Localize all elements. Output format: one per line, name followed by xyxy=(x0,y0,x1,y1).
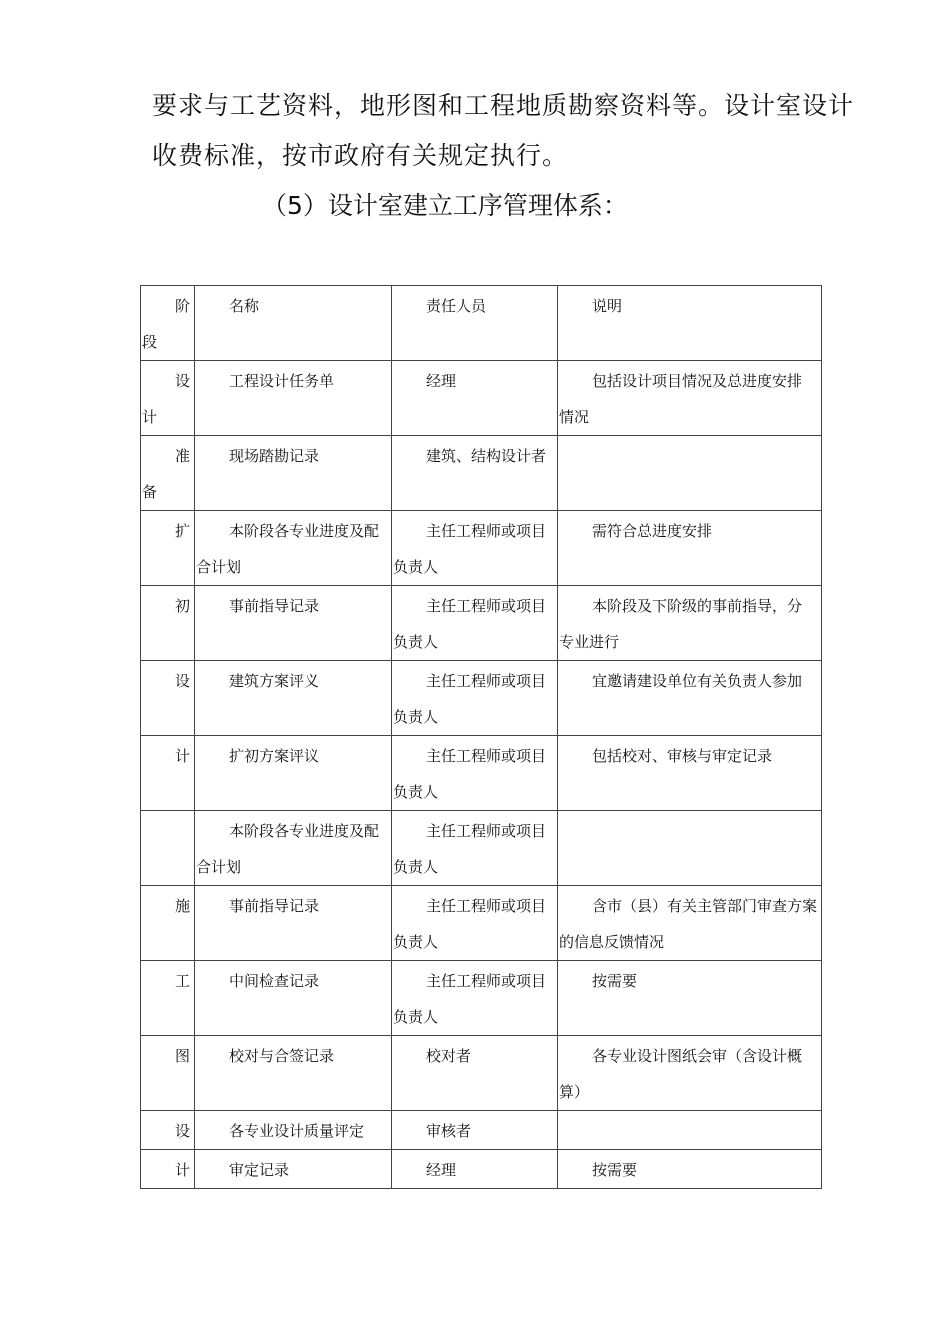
name-cell-line-2 xyxy=(195,624,391,660)
table-row xyxy=(141,811,822,886)
note-cell-line-1 xyxy=(558,811,821,849)
name-cell-line-1: 现场踏勘记录 xyxy=(229,447,320,465)
responsible-cell-line-1: 责任人员 xyxy=(426,297,487,315)
note-cell-line-2: 算） xyxy=(559,1083,590,1101)
stage-cell-line-2: 备 xyxy=(142,483,158,501)
body-paragraph-line-2: 收费标准，按市政府有关规定执行。 xyxy=(152,141,569,170)
name-cell-line-1: 建筑方案评义 xyxy=(229,672,320,690)
responsible-cell-line-2: 负责人 xyxy=(393,783,439,801)
responsible-cell xyxy=(392,811,558,886)
stage-cell-line-1 xyxy=(141,811,194,849)
name-cell xyxy=(195,361,392,436)
stage-cell xyxy=(141,1036,195,1111)
stage-cell-line-1: 图 xyxy=(174,1047,190,1065)
stage-cell xyxy=(141,361,195,436)
responsible-cell-line-2 xyxy=(392,324,557,360)
responsible-cell xyxy=(392,511,558,586)
stage-cell-line-1: 工 xyxy=(174,972,190,990)
stage-cell-line-2: 计 xyxy=(142,408,158,426)
name-cell-line-2 xyxy=(195,774,391,810)
note-cell-line-1: 需符合总进度安排 xyxy=(592,522,713,540)
responsible-cell-line-1: 主任工程师或项目 xyxy=(426,522,547,540)
name-cell-line-2 xyxy=(195,474,391,510)
responsible-cell-line-2 xyxy=(392,474,557,510)
responsible-cell-line-1: 经理 xyxy=(426,372,457,390)
table-header-row xyxy=(141,286,822,361)
note-cell xyxy=(558,886,822,961)
note-cell-line-1: 宜邀请建设单位有关负责人参加 xyxy=(592,672,803,690)
responsible-cell-line-2 xyxy=(392,399,557,435)
name-cell-line-2 xyxy=(195,399,391,435)
stage-cell-line-1: 计 xyxy=(174,1161,190,1179)
responsible-cell-line-1: 主任工程师或项目 xyxy=(426,972,547,990)
name-cell xyxy=(195,586,392,661)
table-row xyxy=(141,1150,822,1189)
stage-cell xyxy=(141,436,195,511)
note-cell-line-2: 专业进行 xyxy=(559,633,620,651)
table-row xyxy=(141,586,822,661)
responsible-cell-line-1: 建筑、结构设计者 xyxy=(426,447,547,465)
note-cell-line-1: 包括校对、审核与审定记录 xyxy=(592,747,773,765)
stage-cell xyxy=(141,1111,195,1150)
table-row xyxy=(141,436,822,511)
note-cell xyxy=(558,811,822,886)
name-cell-line-1: 扩初方案评议 xyxy=(229,747,320,765)
stage-cell xyxy=(141,961,195,1036)
note-cell-line-2 xyxy=(558,474,821,510)
name-cell-line-1: 名称 xyxy=(229,297,260,315)
stage-cell-line-2 xyxy=(141,549,194,585)
process-management-table xyxy=(140,285,822,1189)
responsible-cell-line-1: 主任工程师或项目 xyxy=(426,897,547,915)
name-cell xyxy=(195,736,392,811)
responsible-cell-line-1: 主任工程师或项目 xyxy=(426,672,547,690)
stage-cell-line-1: 准 xyxy=(174,447,190,465)
stage-cell-line-2 xyxy=(141,699,194,735)
name-cell xyxy=(195,511,392,586)
name-cell-line-2 xyxy=(195,324,391,360)
stage-cell-line-2 xyxy=(141,1074,194,1110)
stage-cell-line-2 xyxy=(141,849,194,885)
stage-cell xyxy=(141,1150,195,1189)
table-row xyxy=(141,961,822,1036)
stage-cell-line-1: 阶 xyxy=(174,297,190,315)
name-cell-line-1: 审定记录 xyxy=(229,1161,290,1179)
stage-cell-line-2 xyxy=(141,999,194,1035)
note-cell xyxy=(558,361,822,436)
note-cell-line-1 xyxy=(558,436,821,474)
name-cell-line-2 xyxy=(195,699,391,735)
stage-cell-line-1: 施 xyxy=(174,897,190,915)
responsible-cell xyxy=(392,886,558,961)
note-cell xyxy=(558,586,822,661)
note-cell xyxy=(558,511,822,586)
note-cell-line-2 xyxy=(558,774,821,810)
stage-cell xyxy=(141,811,195,886)
section-heading: （5）设计室建立工序管理体系： xyxy=(262,191,628,220)
responsible-cell-line-2: 负责人 xyxy=(393,858,439,876)
stage-cell xyxy=(141,736,195,811)
name-cell-line-1: 本阶段各专业进度及配 xyxy=(229,522,380,540)
stage-cell-line-2 xyxy=(141,774,194,810)
note-cell-line-1 xyxy=(558,1111,821,1149)
stage-cell-line-1: 设 xyxy=(174,372,190,390)
stage-cell-line-2 xyxy=(141,924,194,960)
note-cell xyxy=(558,661,822,736)
stage-cell xyxy=(141,886,195,961)
name-cell-line-1: 事前指导记录 xyxy=(229,897,320,915)
name-cell-line-1: 事前指导记录 xyxy=(229,597,320,615)
note-cell xyxy=(558,1036,822,1111)
stage-cell xyxy=(141,586,195,661)
responsible-cell-line-1: 主任工程师或项目 xyxy=(426,822,547,840)
note-cell-line-1: 按需要 xyxy=(592,972,638,990)
stage-cell xyxy=(141,661,195,736)
responsible-cell-line-2: 负责人 xyxy=(393,708,439,726)
note-cell xyxy=(558,286,822,361)
responsible-cell-line-2: 负责人 xyxy=(393,558,439,576)
responsible-cell xyxy=(392,586,558,661)
stage-cell-line-1: 初 xyxy=(174,597,190,615)
responsible-cell xyxy=(392,436,558,511)
note-cell-line-2 xyxy=(558,849,821,885)
responsible-cell xyxy=(392,361,558,436)
name-cell-line-1: 本阶段各专业进度及配 xyxy=(229,822,380,840)
table-row xyxy=(141,736,822,811)
responsible-cell-line-1: 主任工程师或项目 xyxy=(426,747,547,765)
table-row xyxy=(141,361,822,436)
name-cell-line-2: 合计划 xyxy=(196,558,242,576)
stage-cell-line-1: 设 xyxy=(174,672,190,690)
name-cell xyxy=(195,961,392,1036)
responsible-cell xyxy=(392,736,558,811)
responsible-cell xyxy=(392,1111,558,1150)
name-cell xyxy=(195,286,392,361)
responsible-cell-line-2: 负责人 xyxy=(393,633,439,651)
responsible-cell-line-1: 校对者 xyxy=(426,1047,472,1065)
responsible-cell-line-2 xyxy=(392,1074,557,1110)
name-cell xyxy=(195,811,392,886)
note-cell-line-1: 各专业设计图纸会审（含设计概 xyxy=(592,1047,803,1065)
stage-cell xyxy=(141,286,195,361)
responsible-cell-line-1: 经理 xyxy=(426,1161,457,1179)
name-cell xyxy=(195,886,392,961)
name-cell-line-1: 工程设计任务单 xyxy=(229,372,335,390)
note-cell-line-2: 情况 xyxy=(559,408,590,426)
note-cell xyxy=(558,1150,822,1189)
name-cell xyxy=(195,661,392,736)
responsible-cell xyxy=(392,286,558,361)
note-cell xyxy=(558,436,822,511)
stage-cell-line-2 xyxy=(141,624,194,660)
name-cell xyxy=(195,436,392,511)
note-cell-line-1: 按需要 xyxy=(592,1161,638,1179)
name-cell-line-2 xyxy=(195,999,391,1035)
name-cell-line-1: 中间检查记录 xyxy=(229,972,320,990)
responsible-cell xyxy=(392,1036,558,1111)
note-cell-line-2 xyxy=(558,699,821,735)
responsible-cell-line-2: 负责人 xyxy=(393,933,439,951)
note-cell xyxy=(558,1111,822,1150)
note-cell xyxy=(558,736,822,811)
name-cell-line-1: 校对与合签记录 xyxy=(229,1047,335,1065)
note-cell-line-1: 包括设计项目情况及总进度安排 xyxy=(592,372,803,390)
note-cell-line-1: 含市（县）有关主管部门审查方案 xyxy=(592,897,818,915)
note-cell-line-1: 说明 xyxy=(592,297,623,315)
name-cell-line-2: 合计划 xyxy=(196,858,242,876)
table-row xyxy=(141,1036,822,1111)
name-cell xyxy=(195,1150,392,1189)
body-paragraph-line-1: 要求与工艺资料，地形图和工程地质勘察资料等。设计室设计 xyxy=(152,91,855,120)
stage-cell-line-1: 扩 xyxy=(174,522,190,540)
stage-cell-line-2: 段 xyxy=(142,333,158,351)
responsible-cell-line-2: 负责人 xyxy=(393,1008,439,1026)
table-row xyxy=(141,886,822,961)
responsible-cell xyxy=(392,1150,558,1189)
name-cell-line-1: 各专业设计质量评定 xyxy=(229,1122,365,1140)
note-cell-line-1: 本阶段及下阶级的事前指导，分 xyxy=(592,597,803,615)
table-row xyxy=(141,511,822,586)
responsible-cell xyxy=(392,961,558,1036)
stage-cell-line-1: 计 xyxy=(174,747,190,765)
note-cell-line-2 xyxy=(558,999,821,1035)
name-cell-line-2 xyxy=(195,1074,391,1110)
responsible-cell xyxy=(392,661,558,736)
table-row xyxy=(141,661,822,736)
responsible-cell-line-1: 主任工程师或项目 xyxy=(426,597,547,615)
responsible-cell-line-1: 审核者 xyxy=(426,1122,472,1140)
table-row xyxy=(141,1111,822,1150)
stage-cell-line-1: 设 xyxy=(174,1122,190,1140)
note-cell-line-2 xyxy=(558,324,821,360)
note-cell xyxy=(558,961,822,1036)
name-cell xyxy=(195,1036,392,1111)
note-cell-line-2 xyxy=(558,549,821,585)
name-cell xyxy=(195,1111,392,1150)
stage-cell xyxy=(141,511,195,586)
name-cell-line-2 xyxy=(195,924,391,960)
note-cell-line-2: 的信息反馈情况 xyxy=(559,933,665,951)
